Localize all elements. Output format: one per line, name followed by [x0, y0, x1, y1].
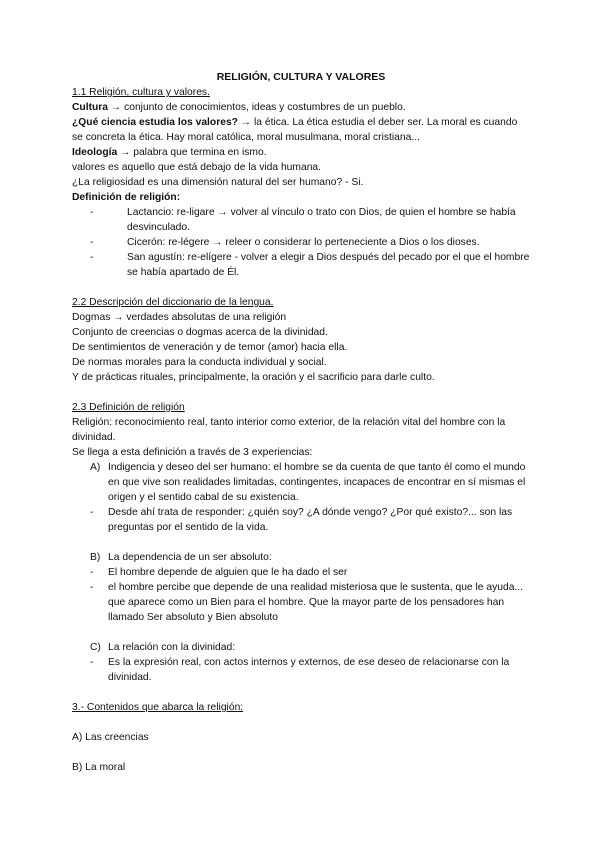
dictionary-line: Dogmas → verdades absolutas de una religión	[72, 312, 287, 323]
religiosidad-line: ¿La religiosidad es una dimensión natural del ser humano? - Si.	[72, 177, 364, 188]
religion-definition: Religión: reconocimiento real, tanto interior como exterior, de la relación vital del hombre con la divinidad.	[72, 417, 506, 443]
cultura-text: → conjunto de conocimientos, ideas y costumbres de un pueblo.	[108, 102, 406, 113]
experiencia-a: A) Indigencia y deseo del ser humano: el hombre se da cuenta de que tanto él como el mundo en que vive son realidades limitadas, contingentes, incapaces de encontrar en sí mismas el origen y el sentido cabal de su existencia.	[90, 462, 526, 503]
list-item: - Desde ahí trata de responder: ¿quién soy? ¿A dónde vengo? ¿Por qué existo?... son las preguntas por el sentido de la vida.	[90, 507, 513, 533]
section-heading-3: 3.- Contenidos que abarca la religión:	[72, 702, 244, 713]
ciencia-term: ¿Qué ciencia estudia los valores?	[72, 117, 238, 128]
cultura-definition	[72, 100, 530, 115]
ciencia-text: → la ética. La ética estudia el deber ser. La moral es cuando se concreta la ética. Hay moral católica, moral musulmana, moral cristiana...	[72, 117, 518, 143]
experiencia-c: C) La relación con la divinidad:	[90, 642, 236, 653]
list-item: - San agustín: re-elígere - volver a elegir a Dios después del pecado por el que el hombre se había apartado de Él.	[90, 252, 530, 278]
experiencia-b-label: La dependencia de un ser absoluto:	[108, 552, 272, 563]
section-heading-2-3: 2.3 Definición de religión	[72, 402, 185, 413]
list-item: - El hombre depende de alguien que le ha dado el ser	[90, 567, 348, 578]
experiencia-c-label: La relación con la divinidad:	[108, 642, 236, 653]
ideologia-text: → palabra que termina en ismo.	[117, 147, 267, 158]
ciencia-definition	[72, 115, 530, 145]
experiencia-b: B) La dependencia de un ser absoluto:	[90, 552, 272, 563]
list-item: - Es la expresión real, con actos internos y externos, de ese deseo de relacionarse con la divinidad.	[90, 657, 510, 683]
definicion-ciceron: Cicerón: re-légere → releer o considerar lo perteneciente a Dios o los dioses.	[127, 237, 480, 248]
experiencias-intro: Se llega a esta definición a través de 3 experiencias:	[72, 447, 313, 458]
document-content	[72, 70, 530, 775]
ideologia-definition	[72, 145, 530, 160]
definicion-heading: Definición de religión:	[72, 192, 181, 203]
list-item: - el hombre percibe que depende de una realidad misteriosa que le sustenta, que le ayuda... que aparece como un Bien para el hombre. Que la mayor parte de los pensadores han llamado Ser absoluto y Bien absoluto	[90, 582, 524, 623]
list-item: - Lactancio: re-ligare → volver al vínculo o trato con Dios, de quien el hombre se había desvinculado.	[90, 207, 516, 233]
section-heading-1-1: 1.1 Religión, cultura y valores.	[72, 87, 210, 98]
contenido-moral: B) La moral	[72, 762, 126, 773]
list-item: - Cicerón: re-légere → releer o considerar lo perteneciente a Dios o los dioses.	[90, 237, 480, 248]
definicion-lactancio: Lactancio: re-ligare → volver al vínculo o trato con Dios, de quien el hombre se había desvinculado.	[127, 207, 516, 233]
valores-line: valores es aquello que está debajo de la vida humana.	[72, 162, 322, 173]
ideologia-term: Ideología	[72, 147, 118, 158]
dictionary-line: Conjunto de creencias o dogmas acerca de la divinidad.	[72, 327, 328, 338]
dictionary-line: De sentimientos de veneración y de temor (amor) hacia ella.	[72, 342, 348, 353]
section-heading-2-2: 2.2 Descripción del diccionario de la lengua.	[72, 297, 274, 308]
document-title: RELIGIÓN, CULTURA Y VALORES	[216, 71, 386, 83]
dictionary-line: Y de prácticas rituales, principalmente, la oración y el sacrificio para darle culto.	[72, 372, 435, 383]
contenido-creencias: A) Las creencias	[72, 732, 149, 743]
definicion-agustin: San agustín: re-elígere - volver a elegir a Dios después del pecado por el que el hombre se había apartado de Él.	[127, 252, 530, 278]
cultura-term: Cultura	[72, 102, 109, 113]
dictionary-line: De normas morales para la conducta individual y social.	[72, 357, 327, 368]
experiencia-a-label: Indigencia y deseo del ser humano: el hombre se da cuenta de que tanto él como el mundo en que vive son realidades limitadas, contingentes, incapaces de encontrar en sí mismas el origen y el sentido cabal de su existencia.	[108, 462, 526, 503]
